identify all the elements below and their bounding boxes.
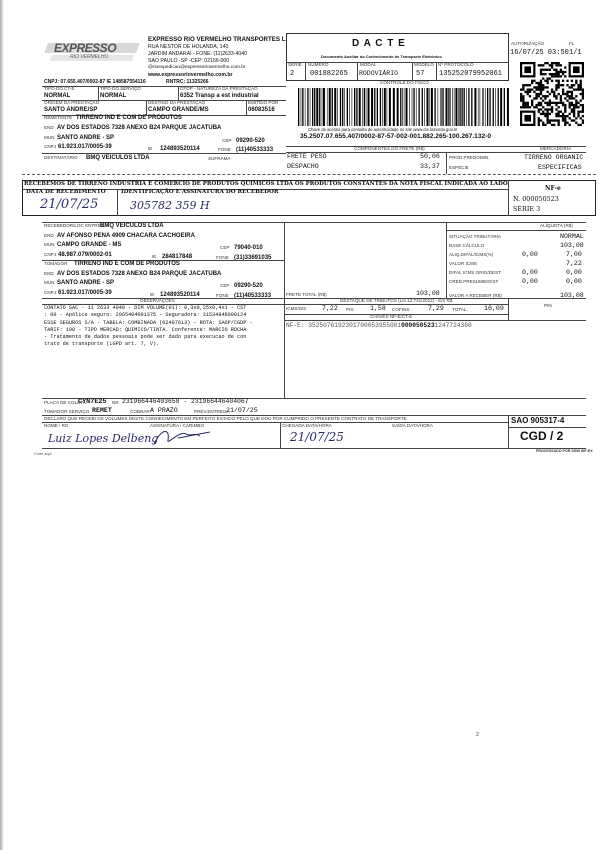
tomador-ie-label: IE	[150, 292, 155, 297]
chave-acesso: 35.2507.07.655.407/0002-87-57-002-001.882.265-100.267.132-0	[300, 133, 492, 140]
remetente-fone-label: FONE	[218, 147, 231, 152]
barcode-icon	[296, 88, 510, 126]
valor-icms-value: 7,22	[566, 260, 582, 267]
observacao-line: : 00 - Apólice seguro: 2065404001375 - Seguradora: 31534848000124	[44, 312, 247, 319]
tomador-fone: (11)40533333	[234, 293, 272, 299]
dacte-subtitle: Documento Auxiliar do Conhecimento de Transporte Eletrônico	[321, 54, 442, 59]
tomador-cnpj-label: CNPJ	[44, 290, 56, 295]
remetente-cnpj-label: CNPJ	[44, 144, 56, 149]
recebedor-ie: 284817848	[162, 254, 193, 260]
recebedor-end: AV AFONSO PENA 4909 CHACARA CACHOEIRA	[57, 233, 195, 239]
scan-edge-shadow	[0, 0, 4, 850]
chave-nfe-suffix: 1247724360	[434, 322, 472, 329]
tomador-mun-label: MUN	[44, 280, 55, 285]
tomador-cnpj: 61.923.017/0005-39	[58, 290, 112, 296]
modelo-label: MODELO	[414, 62, 434, 67]
numero-label: NÚMERO	[308, 62, 329, 67]
cfop-value: 6352 Transp a est industrial	[180, 93, 259, 99]
chave-nfe-mid: 000050523	[401, 322, 435, 329]
componente-2-value: 33,37	[420, 163, 440, 170]
autorizacao-label: AUTORIZAÇÃO	[511, 41, 545, 46]
especie-label: ESPÉCIE	[449, 165, 469, 170]
base-label: BASE CÁLCULO	[449, 243, 485, 248]
serie-label: SÉRIE	[288, 62, 302, 67]
tomador-cep: 09290-520	[234, 283, 263, 289]
nr-label: NR	[112, 400, 119, 405]
cofins-value: 7,29	[428, 305, 444, 312]
mercadoria-label: MERCADORIA	[540, 146, 572, 151]
pis-label: PIS:	[346, 307, 355, 312]
autorizacao-value: 16/07/25 03:50	[510, 49, 569, 57]
valor-icms-label: VALOR ICMS	[449, 261, 477, 266]
observacao-line: - Tratamento de dados pessoais pode ser dado para execucao de con	[44, 334, 247, 341]
nome-rg-label: NOME / RG	[44, 423, 69, 428]
remetente-cep-label: CEP	[222, 138, 232, 143]
placa-label: PLACA DE COLETA	[44, 400, 86, 405]
carrier-address1: RUA NESTOR DE HOLANDA, 140	[148, 44, 229, 50]
origem-label: ORIGEM DA PRESTAÇÃO	[44, 100, 100, 105]
protocolo-label: Nº PROTOCOLO	[438, 62, 474, 67]
chave-nfe	[286, 322, 472, 329]
remetente-cnpj: 61.923.017/0005-39	[58, 144, 112, 150]
fl-label: FL	[569, 41, 575, 46]
corte-aqui: Corte aqui	[34, 452, 52, 456]
tipo-cte-value: NORMAL	[44, 93, 71, 99]
chaves-label: CHAVES NF-E/CT-E	[370, 314, 413, 319]
recebedor-name: BMQ VEICULOS LTDA	[100, 223, 164, 229]
modelo-value: 57	[416, 70, 425, 78]
handwritten-delivery-date: 21/07/25	[290, 430, 344, 444]
tomador-end-label: END	[44, 271, 54, 276]
tomador-cep-label: CEP	[220, 283, 230, 288]
emitido-value: 06083516	[248, 107, 275, 113]
observacoes-lines	[42, 305, 284, 349]
handwritten-name: Luiz Lopes Delbeng	[48, 432, 159, 445]
cred-value1: 0,00	[522, 278, 538, 285]
tributos-label: DESTAQUE DE TRIBUTOS (Lei 12.741/2012) - Em R$	[340, 298, 453, 303]
prod-value: TIRRENO ORGANIC	[524, 154, 584, 161]
remetente-mun-label: MUN	[44, 135, 55, 140]
handwritten-receipt-ident: 305782 359 H	[130, 199, 210, 212]
recebedor-end-label: END	[44, 233, 54, 238]
carrier-header	[42, 33, 286, 83]
aliquota-label: ALÍQUOTA (R$)	[540, 223, 573, 228]
tipo-servico-label: TIPO DO SERVIÇO	[100, 86, 141, 91]
saida-label: SAÍDA DATA/HORA	[392, 423, 433, 428]
especie-value: ESPECIFICAS	[538, 164, 582, 171]
difal-value1: 0,00	[522, 269, 538, 276]
qr-code-icon	[520, 62, 584, 126]
recebedor-fone-label: FONE	[216, 255, 229, 260]
remetente-mun: SANTO ANDRE - SP	[57, 135, 115, 141]
barcode	[296, 88, 510, 126]
valor-receber-value: 103,08	[560, 292, 584, 299]
logo-main-text: EXPRESSO	[54, 41, 117, 55]
handwritten-receipt-date: 21/07/25	[40, 197, 99, 212]
remetente-end-label: END	[44, 125, 54, 130]
remetente-end: AV DOS ESTADOS 7328 ANEXO B24 PARQUE JACATUBA	[57, 125, 222, 131]
recebedor-cnpj-label: CNPJ	[44, 252, 56, 257]
controle-label: CONTROLE DO FISCO	[380, 80, 430, 85]
cofins-label: COFINS:	[392, 307, 411, 312]
carrier-address2: JARDIM ANDARAI - FONE: (11)2633-4040	[148, 51, 248, 57]
tomador-end: AV DOS ESTADOS 7328 ANEXO B24 PARQUE JACATUBA	[57, 271, 222, 277]
destinatario-name: BMQ VEICULOS LTDA	[86, 155, 150, 161]
page-mark: 2	[476, 732, 479, 738]
cgd-code: CGD / 2	[520, 429, 564, 443]
recebedor-mun: CAMPO GRANDE - MS	[57, 242, 122, 248]
remetente-label: REMETENTE	[44, 115, 73, 120]
componente-1-value: 50,06	[420, 153, 440, 160]
nr-value: 231966446403658 - 231966446404067	[122, 398, 249, 405]
observacao-line: trato de transporte (LGPD art. 7, V).	[44, 341, 160, 348]
carrier-address3: SAO PAULO -SP -CEP: 02166-000	[148, 58, 230, 64]
remetente-ie: 124893520114	[160, 146, 200, 152]
sao-code: SAO 905317-4	[511, 416, 565, 425]
cobrar-value: A PRAZO	[150, 407, 178, 414]
frete-total-value: 103,08	[416, 290, 440, 297]
tomador-fone-label: FONE	[216, 293, 229, 298]
tomador-label: TOMADOR	[44, 261, 68, 266]
ident-recebedor-label: IDENTIFICAÇÃO E ASSINATURA DO RECEBEDOR	[121, 189, 279, 195]
cfop-label: CFOP - NATUREZA DA PRESTAÇÃO	[180, 86, 258, 91]
componente-1-name: FRETE PESO	[287, 153, 327, 160]
processado-por: PROCESSADO POR SGW INF-EX	[536, 449, 593, 453]
fl-value: 1/1	[569, 49, 582, 57]
tomador-servico-label: TOMADOR SERVIÇO	[44, 409, 90, 414]
difal-label: DIFAL ICMS ORIG/DEST	[449, 270, 501, 275]
componentes-label: COMPONENTES DO FRETE (R$)	[354, 146, 425, 151]
remetente-cep: 09290-520	[236, 138, 265, 144]
declaro-text: DECLARO QUE RECEBI OS VOLUMES DESTE CONHECIMENTO EM PERFEITO ESTADO PELO QUE DOU POR CUMPRIDO O PRESENTE CONTRATO DE TRANSPORTE	[44, 416, 407, 421]
frete-total-label: FRETE TOTAL (R$)	[286, 292, 327, 297]
carrier-logo	[44, 41, 142, 63]
valor-receber-label: VALOR A RECEBER (R$)	[449, 293, 502, 298]
chegada-label: CHEGADA DATA/HORA	[282, 423, 332, 428]
canhoto-recebemos: RECEBEMOS DE TIRRENO INDUSTRIA E COMERCIO DE PRODUTOS QUIMICOS LTDA OS PRODUTOS CONSTANTES DA NOTA FISCAL INDICADA AO LADO	[24, 181, 508, 187]
icms-value: 7,22	[322, 305, 338, 312]
dacte-title: D A C T E	[352, 38, 406, 49]
logo-sub-text: RIO VERMELHO	[70, 54, 109, 60]
modal-label: MODAL	[360, 62, 377, 67]
tomador-servico-value: REMET	[92, 407, 112, 414]
recebedor-cep: 79040-010	[234, 245, 263, 251]
observacao-line: CONTATO SAC - 11 2633 4040 - DIM VOLUME(01): 0,3x0,25x0,4x1 - CST	[44, 305, 247, 311]
destinatario-label: DESTINATÁRIO	[44, 155, 78, 160]
carrier-site: www.expressoriovermelho.com.br	[148, 72, 233, 78]
nfe-serie: SÉRIE 3	[513, 205, 541, 213]
tomador-name: TIRRENO IND E COM DE PRODUTOS	[74, 261, 180, 267]
recebedor-cnpj: 48.987.079/0002-01	[58, 252, 112, 258]
carrier-cnpj: CNPJ: 07.655.407/0002-87 IE 148587554116	[44, 79, 146, 85]
destino-value: CAMPO GRANDE/MS	[148, 107, 209, 113]
modal-value: RODOVIÁRIO	[359, 70, 399, 77]
chave-nfe-prefix: NF-E: 3525076192301700053955001	[286, 322, 402, 329]
placa-value: CYN7E25	[78, 398, 107, 406]
remetente-name: TIRRENO IND E COM DE PRODUTOS	[76, 115, 182, 121]
total-value: 16,09	[484, 305, 504, 312]
remetente-ie-label: IE	[148, 146, 153, 151]
emitido-label: EMITIDO POR	[248, 100, 279, 105]
observacao-line: TARIF: 100 - TIPO MERCAD: QUIMICO/TINTA. Conferente: MARCIO ROCHA	[44, 326, 247, 333]
data-recebimento-label: DATA DE RECEBIMENTO	[26, 189, 106, 195]
componente-2-name: DESPACHO	[287, 163, 319, 170]
tomador-ie: 124893520114	[160, 292, 200, 298]
base-value: 103,08	[560, 242, 584, 249]
remetente-fone: (11)40533333	[236, 147, 274, 153]
pis-value: 1,58	[370, 305, 386, 312]
protocolo-value: 135252079952061	[439, 70, 503, 78]
aliq-value1: 0,00	[522, 251, 538, 258]
difal-value2: 0,00	[566, 269, 582, 276]
pin-label: PIN	[544, 303, 552, 308]
assinatura-label: ASSINATURA / CARIMBO	[150, 423, 205, 428]
observacoes-label: OBSERVAÇÕES	[140, 298, 175, 303]
total-label: TOTAL:	[452, 307, 468, 312]
situacao-value: NORMAL	[560, 233, 584, 240]
chave-caption: Chave de acesso para consulta de autenticidade no site www.cte.fazenda.gov.br	[308, 127, 458, 132]
tipo-cte-label: TIPO DO CT-E	[44, 86, 75, 91]
prev-entrega-value: 21/07/25	[226, 407, 258, 414]
qr-code	[520, 62, 584, 126]
prev-entrega-label: PREV.ENTREGA	[194, 409, 230, 414]
cobrar-label: COBRAR	[130, 409, 150, 414]
tipo-servico-value: NORMAL	[100, 93, 127, 99]
nfe-label: NF-e	[545, 185, 561, 192]
carrier-name: EXPRESSO RIO VERMELHO TRANSPORTES L	[148, 36, 286, 43]
cred-value2: 0,00	[566, 278, 582, 285]
aliq-value2: 7,00	[566, 251, 582, 258]
recebedor-cep-label: CEP	[220, 245, 230, 250]
nfe-number: N. 000050523	[513, 195, 559, 203]
icms-label: ICMS/ISS	[286, 306, 307, 311]
situacao-label: SITUAÇÃO TRIBUTÁRIA	[449, 234, 501, 239]
recebedor-fone: (31)33691035	[234, 255, 272, 261]
carrier-rntrc: RNTRC: 11325266	[166, 79, 209, 85]
numero-value: 001882265	[310, 70, 348, 78]
recebedor-ie-label: IE	[152, 254, 157, 259]
recebedor-mun-label: MUN	[44, 242, 55, 247]
prod-label: PROD.PREDOMIN.	[449, 155, 490, 160]
suframa-label: SUFRAMA	[208, 156, 231, 161]
observacao-line: ESSE SEGUROS S/A - TABELA: COMBINADA (02407613) - ROTA: SAOP/CGDP -	[44, 319, 253, 326]
aliq-label: ALIQ.DIFAL/ICMS(%)	[449, 252, 494, 257]
carrier-email: @rioexpedicao@expressoriovermelho.com.br	[148, 65, 246, 70]
tomador-mun: SANTO ANDRE - SP	[57, 280, 115, 286]
origem-value: SANTO ANDRE/SP	[44, 107, 98, 113]
cred-label: CRED.PRESUMIDO/ST	[449, 279, 499, 284]
recebedor-label: RECEBEDOR/LOC ENTREGA	[44, 223, 108, 228]
destino-label: DESTINO DA PRESTAÇÃO	[148, 100, 206, 105]
serie-value: 2	[290, 70, 295, 78]
